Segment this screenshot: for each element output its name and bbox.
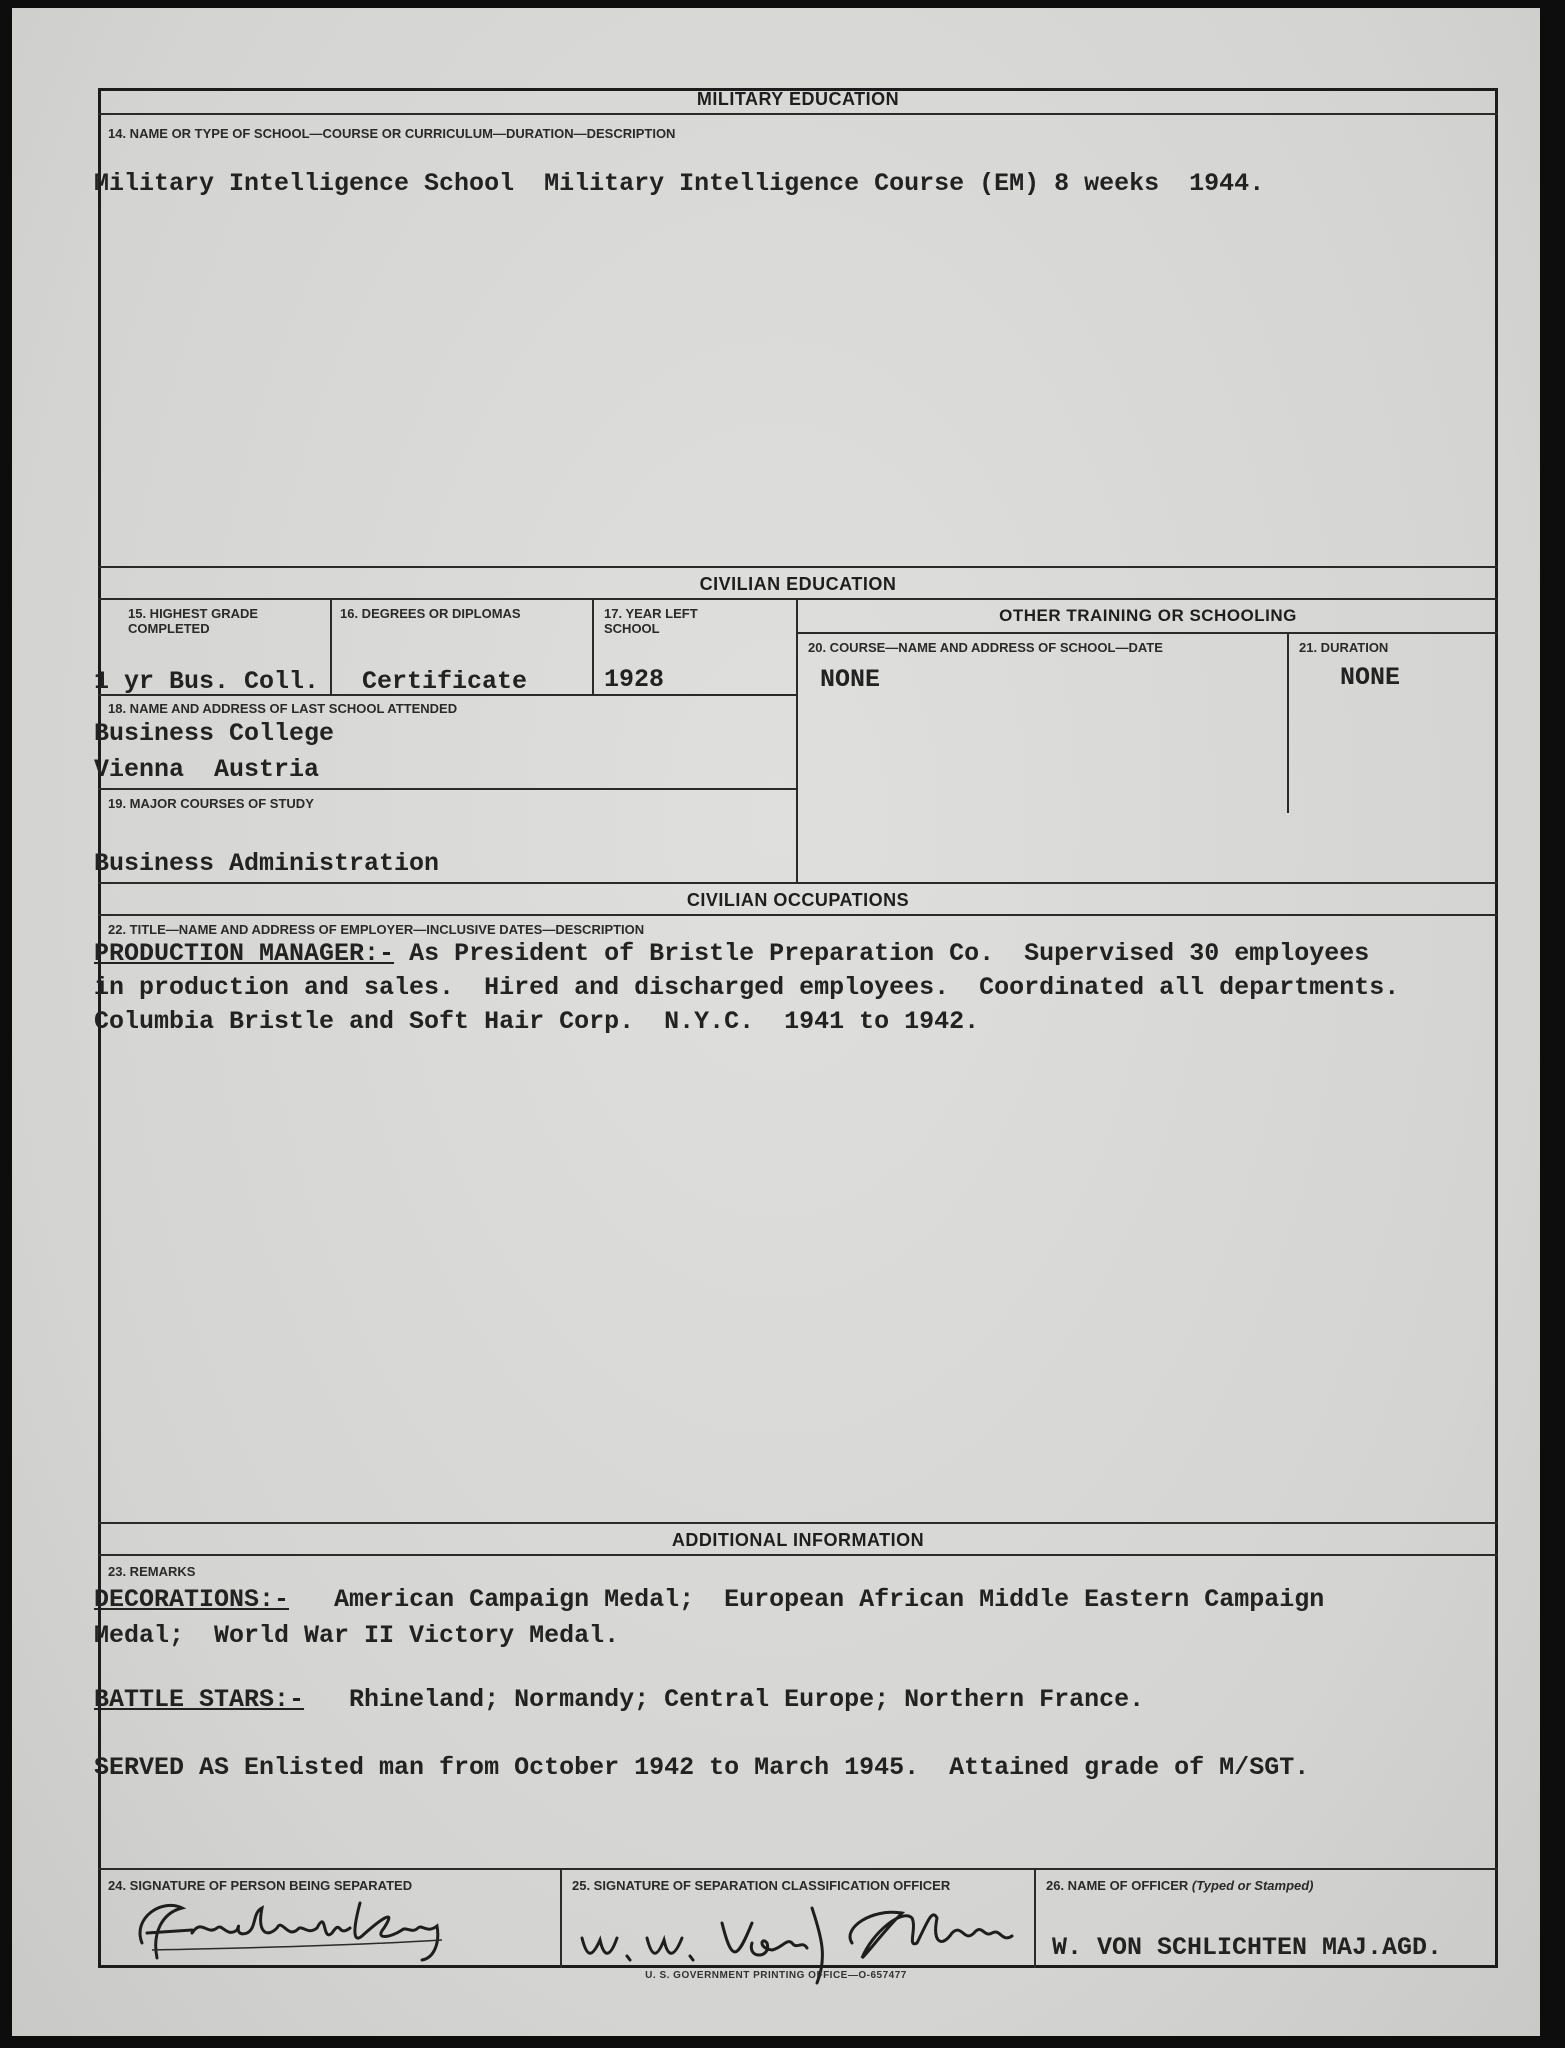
field17-label: 17. YEAR LEFT SCHOOL (604, 606, 698, 636)
occupation-line1-rest: As President of Bristle Preparation Co. Supervised 30 employees (394, 939, 1370, 968)
divider (98, 694, 796, 696)
divider (560, 1868, 562, 1968)
field20-label: 20. COURSE—NAME AND ADDRESS OF SCHOOL—DATE (808, 640, 1163, 655)
field16-value: Certificate (362, 667, 528, 696)
field15-value: 1 yr Bus. Coll. (94, 667, 320, 696)
field20-value: NONE (820, 665, 881, 694)
field18-line1: Business College (94, 719, 335, 748)
divider (98, 1868, 1498, 1870)
divider (98, 914, 1498, 916)
section-title-civilian-occupations: CIVILIAN OCCUPATIONS (686, 890, 910, 910)
field22-line1 (94, 938, 1369, 969)
divider (98, 566, 1498, 568)
field26-value: W. VON SCHLICHTEN MAJ.AGD. (1052, 1933, 1443, 1962)
field21-value: NONE (1340, 663, 1401, 692)
field25-label: 25. SIGNATURE OF SEPARATION CLASSIFICATION OFFICER (572, 1878, 951, 1893)
divider (330, 598, 332, 694)
printing-office-footer: U. S. GOVERNMENT PRINTING OFFICE—O-657477 (645, 1970, 907, 1981)
field16-label: 16. DEGREES OR DIPLOMAS (340, 606, 521, 621)
decorations-line2: Medal; World War II Victory Medal. (94, 1621, 620, 1650)
field19-value: Business Administration (94, 849, 440, 878)
divider (592, 598, 594, 694)
divider (98, 1522, 1498, 1524)
field22-line2: in production and sales. Hired and discharged employees. Coordinated all departments. (94, 973, 1400, 1002)
divider (1287, 633, 1289, 813)
battle-stars-value: Rhineland; Normandy; Central Europe; Northern France. (304, 1685, 1145, 1714)
divider (98, 598, 1498, 600)
battle-stars-line (94, 1684, 1144, 1715)
divider (98, 1554, 1498, 1556)
document-page (12, 8, 1540, 2036)
divider (98, 882, 1498, 884)
field21-label: 21. DURATION (1299, 640, 1389, 655)
divider (796, 632, 1498, 634)
decorations-label: DECORATIONS:- (94, 1585, 290, 1614)
battle-stars-label: BATTLE STARS:- (94, 1685, 305, 1714)
field24-label: 24. SIGNATURE OF PERSON BEING SEPARATED (108, 1878, 413, 1893)
field26-label (1046, 1878, 1314, 1893)
field18-label: 18. NAME AND ADDRESS OF LAST SCHOOL ATTENDED (108, 701, 458, 716)
field22-label: 22. TITLE—NAME AND ADDRESS OF EMPLOYER—INCLUSIVE DATES—DESCRIPTION (108, 922, 645, 937)
field17-value: 1928 (604, 665, 665, 694)
divider (796, 598, 798, 882)
field23-label: 23. REMARKS (108, 1564, 196, 1579)
divider (98, 113, 1498, 115)
section-title-military-education: MILITARY EDUCATION (696, 89, 900, 109)
section-title-additional-information: ADDITIONAL INFORMATION (671, 1530, 925, 1550)
field26-label-text: 26. NAME OF OFFICER (1046, 1878, 1189, 1893)
section-title-civilian-education: CIVILIAN EDUCATION (699, 574, 897, 594)
signature-person-separated (122, 1888, 482, 1963)
field14-label: 14. NAME OR TYPE OF SCHOOL—COURSE OR CURRICULUM—DURATION—DESCRIPTION (108, 126, 676, 141)
other-training-title: OTHER TRAINING OR SCHOOLING (999, 606, 1297, 625)
field26-label-note: (Typed or Stamped) (1191, 1878, 1314, 1893)
occupation-title: PRODUCTION MANAGER:- (94, 939, 395, 968)
decorations-line1 (94, 1584, 1324, 1615)
decorations-line1-text: American Campaign Medal; European African Middle Eastern Campaign (289, 1585, 1325, 1614)
field18-line2: Vienna Austria (94, 755, 320, 784)
field15-label: 15. HIGHEST GRADE COMPLETED (128, 606, 259, 636)
field19-label: 19. MAJOR COURSES OF STUDY (108, 796, 314, 811)
divider (98, 788, 796, 790)
field22-line3: Columbia Bristle and Soft Hair Corp. N.Y.C. 1941 to 1942. (94, 1007, 980, 1036)
field14-value: Military Intelligence School Military Intelligence Course (EM) 8 weeks 1944. (94, 169, 1265, 198)
served-line: SERVED AS Enlisted man from October 1942 to March 1945. Attained grade of M/SGT. (94, 1753, 1310, 1782)
